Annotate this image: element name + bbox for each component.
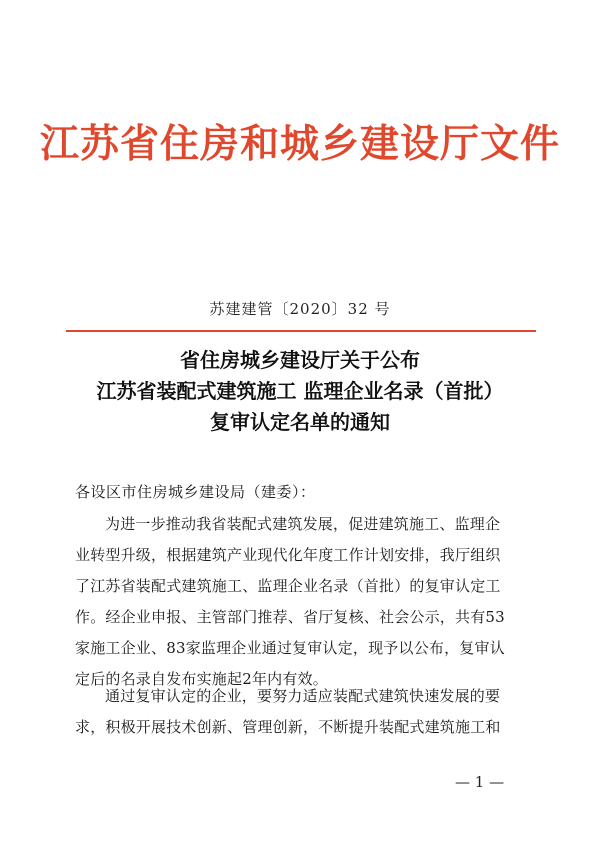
notice-title-line-1: 省住房城乡建设厅关于公布 [180, 348, 420, 372]
paragraph-line: 业转型升级，根据建筑产业现代化年度工作计划安排，我厅组织 [75, 546, 501, 564]
red-separator-line [66, 330, 536, 332]
addressee-line: 各设区市住房城乡建设局（建委）： [75, 483, 316, 501]
paragraph-line: 为进一步推动我省装配式建筑发展，促进建筑施工、监理企 [105, 515, 501, 533]
body-paragraph-2 [75, 681, 530, 743]
paragraph-line: 了江苏省装配式建筑施工、监理企业名录（首批）的复审认定工 [75, 577, 501, 595]
body-paragraph-1 [75, 509, 530, 695]
notice-title-line-3: 复审认定名单的通知 [210, 410, 390, 434]
paragraph-line: 定后的名录自发布实施起2年内有效。 [75, 670, 328, 688]
paragraph-line: 作。经企业申报、主管部门推荐、省厅复核、社会公示，共有53 [75, 608, 505, 626]
paragraph-line: 家施工企业、83家监理企业通过复审认定，现予以公布，复审认 [75, 639, 505, 657]
notice-title [0, 345, 600, 438]
paragraph-line: 求，积极开展技术创新、管理创新，不断提升装配式建筑施工和 [75, 718, 501, 736]
notice-title-line-2: 江苏省装配式建筑施工 监理企业名录（首批） [96, 379, 504, 403]
document-number: 苏建建管〔2020〕32 号 [209, 300, 391, 318]
agency-header-title: 江苏省住房和城乡建设厅文件 [39, 121, 560, 167]
paragraph-line: 通过复审认定的企业，要努力适应装配式建筑快速发展的要 [105, 687, 501, 705]
page-number: — 1 — [455, 773, 505, 791]
